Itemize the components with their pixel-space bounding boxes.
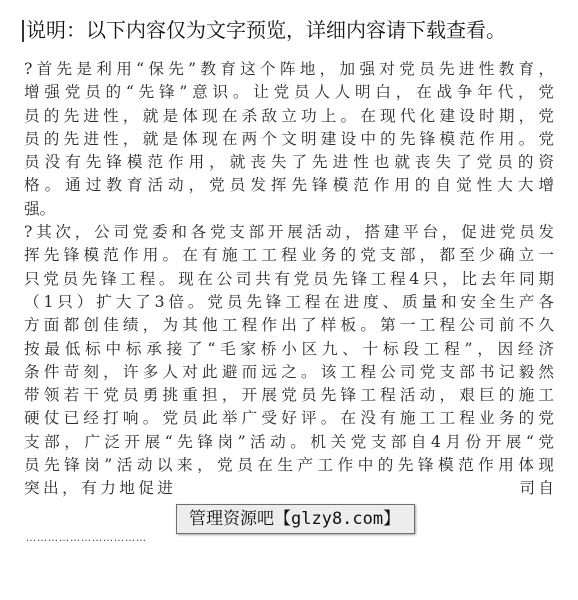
text-line: 条件苛刻，许多人对此避而远之。该工程公司党支部书记毅然 xyxy=(24,362,554,381)
text-line: （1只）扩大了3倍。党员先锋工程在进度、质量和安全生产各 xyxy=(24,292,554,311)
text-line: 员的先进性，就是体现在两个文明建设中的先锋模范作用。党 xyxy=(24,129,554,148)
document-body xyxy=(24,58,554,501)
text-line: 强。 xyxy=(24,199,56,218)
text-line: 员的先进性，就是体现在杀敌立功上。在现代化建设时期，党 xyxy=(24,106,554,125)
continuation-ellipsis: …………………………… xyxy=(26,533,147,544)
watermark-site: glzy8.com xyxy=(291,509,384,529)
text-line: 按最低标中标承接了“毛家桥小区九、十标段工程”，因经济 xyxy=(24,339,554,358)
text-cursor xyxy=(22,20,24,42)
watermark-label: 管理资源吧 xyxy=(189,509,274,529)
text-line: 带领若干党员勇挑重担，开展党员先锋工程活动，艰巨的施工 xyxy=(24,386,554,405)
site-watermark-link[interactable] xyxy=(176,504,415,534)
text-line: 方面都创佳绩，为其他工程作出了样板。第一工程公司前不久 xyxy=(24,316,554,335)
text-line: 支部，广泛开展“先锋岗”活动。机关党支部自4月份开展“党 xyxy=(24,432,554,451)
text-line: 增强党员的“先锋”意识。让党员人人明白，在战争年代，党 xyxy=(24,83,554,102)
text-line: 挥先锋模范作用。在有施工工程业务的党支部，都至少确立一 xyxy=(24,246,554,265)
preview-notice: 说明：以下内容仅为文字预览，详细内容请下载查看。 xyxy=(26,18,506,42)
paragraph-1 xyxy=(24,58,554,221)
text-line: 突出，有力地促进 司自 xyxy=(24,479,554,498)
text-line: 硬仗已经打响。党员此举广受好评。在没有施工工程业务的党 xyxy=(24,409,554,428)
watermark-open-bracket: 【 xyxy=(274,509,291,529)
text-line: 员没有先锋模范作用，就丧失了先进性也就丧失了党员的资 xyxy=(24,153,554,172)
text-line: ?首先是利用“保先”教育这个阵地，加强对党员先进性教育， xyxy=(24,60,554,78)
text-line: 员先锋岗”活动以来，党员在生产工作中的先锋模范作用体现 xyxy=(24,456,554,475)
text-line: 只党员先锋工程。现在公司共有党员先锋工程4只，比去年同期 xyxy=(24,269,554,288)
text-line: 格。通过教育活动，党员发挥先锋模范作用的自觉性大大增 xyxy=(24,176,554,195)
text-line: ?其次，公司党委和各党支部开展活动，搭建平台，促进党员发 xyxy=(24,223,554,242)
paragraph-2 xyxy=(24,221,554,501)
watermark-close-bracket: 】 xyxy=(383,509,401,529)
